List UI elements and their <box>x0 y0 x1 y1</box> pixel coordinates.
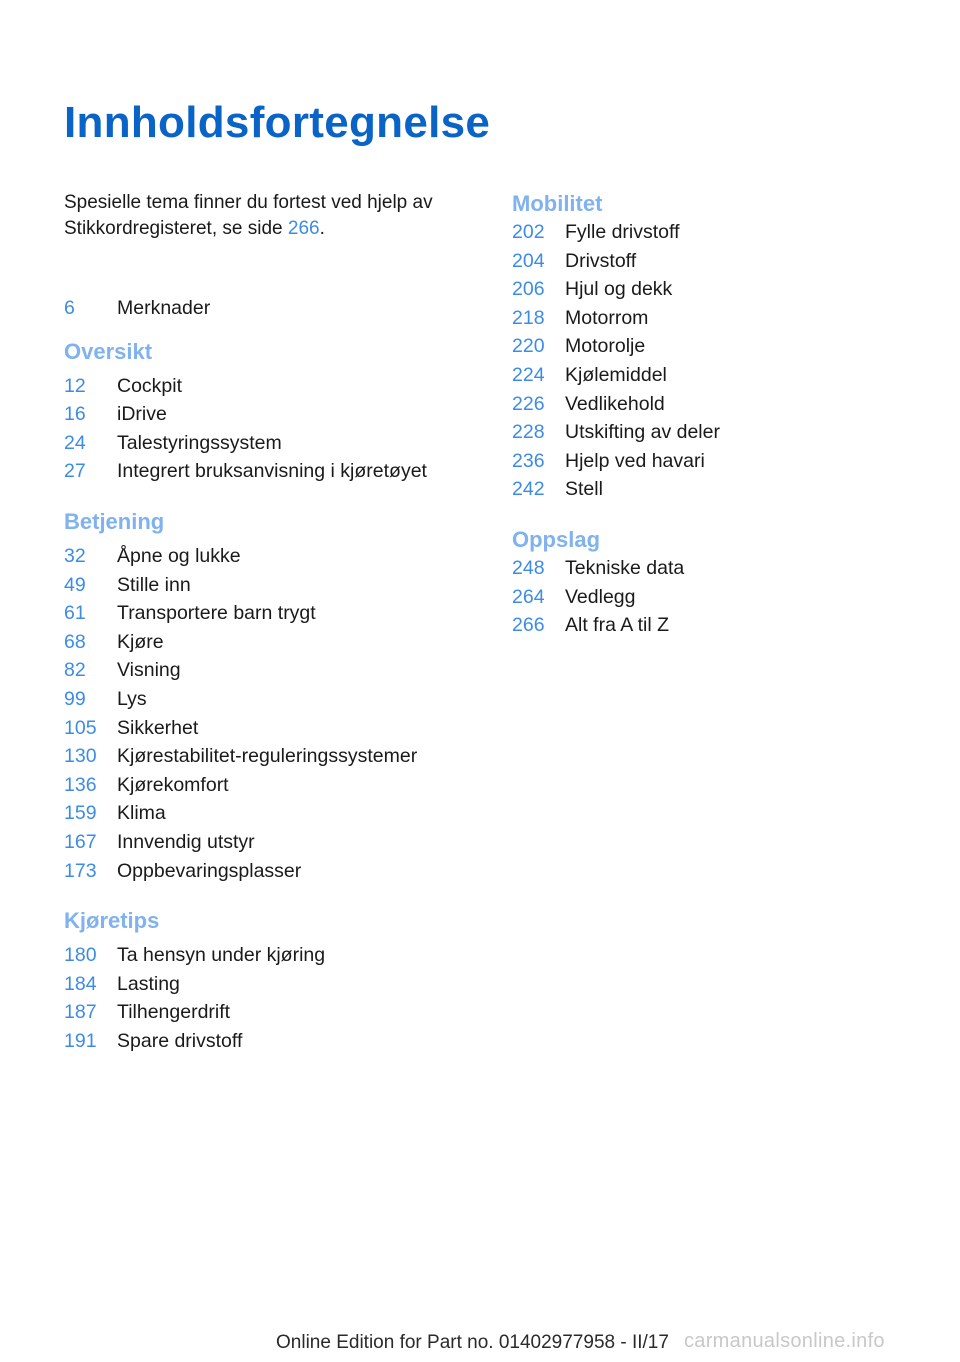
toc-entry[interactable] <box>64 457 427 485</box>
toc-page-number[interactable]: 242 <box>512 477 545 500</box>
toc-entry[interactable] <box>512 390 665 418</box>
toc-page-number[interactable]: 264 <box>512 585 545 608</box>
toc-page-number[interactable]: 206 <box>512 277 545 300</box>
toc-page-number[interactable]: 16 <box>64 402 86 425</box>
toc-page-number[interactable]: 61 <box>64 601 86 624</box>
toc-page-number[interactable]: 105 <box>64 716 97 739</box>
toc-page-number[interactable]: 180 <box>64 943 97 966</box>
toc-page-number[interactable]: 191 <box>64 1029 97 1052</box>
toc-page-number[interactable]: 266 <box>512 613 545 636</box>
toc-entry[interactable] <box>512 475 603 503</box>
toc-entry[interactable] <box>512 583 636 611</box>
toc-page-number[interactable]: 236 <box>512 449 545 472</box>
section-heading: Oppslag <box>512 527 601 552</box>
toc-entry[interactable] <box>64 656 181 684</box>
intro-text <box>64 190 474 242</box>
toc-entry[interactable] <box>64 542 241 570</box>
toc-page-number[interactable]: 99 <box>64 687 86 710</box>
toc-entry[interactable] <box>64 429 282 457</box>
toc-page-number[interactable]: 226 <box>512 392 545 415</box>
toc-entry-label[interactable]: Motorolje <box>565 334 646 357</box>
toc-entry[interactable] <box>512 247 636 275</box>
toc-page-number[interactable]: 173 <box>64 859 97 882</box>
toc-entry-label[interactable]: Ta hensyn under kjøring <box>117 943 326 966</box>
toc-entry[interactable] <box>64 294 210 322</box>
toc-page-number[interactable]: 27 <box>64 459 86 482</box>
toc-page-number[interactable]: 167 <box>64 830 97 853</box>
toc-entry-label[interactable]: Vedlegg <box>565 585 636 608</box>
toc-page-number[interactable]: 32 <box>64 544 86 567</box>
toc-entry-label[interactable]: Fylle drivstoff <box>565 220 680 243</box>
toc-page-number[interactable]: 204 <box>512 249 545 272</box>
toc-entry[interactable] <box>64 628 164 656</box>
toc-entry-label[interactable]: Tekniske data <box>565 556 685 579</box>
toc-page-number[interactable]: 184 <box>64 972 97 995</box>
toc-entry-label[interactable]: Kjøre <box>117 630 164 653</box>
toc-page-number[interactable]: 24 <box>64 431 86 454</box>
toc-entry-label[interactable]: Lasting <box>117 972 180 995</box>
watermark: carmanualsonline.info <box>684 1330 885 1352</box>
toc-entry-label[interactable]: Innvendig utstyr <box>117 830 255 853</box>
toc-entry-label[interactable]: iDrive <box>117 402 167 425</box>
toc-entry-label[interactable]: Transportere barn trygt <box>117 601 316 624</box>
toc-entry[interactable] <box>512 554 684 582</box>
index-page-link[interactable]: 266 <box>287 218 320 239</box>
toc-entry-label[interactable]: Kjørekomfort <box>117 773 229 796</box>
toc-entry[interactable] <box>64 828 255 856</box>
intro-period: . <box>319 218 325 239</box>
toc-entry-label[interactable]: Cockpit <box>117 374 183 397</box>
intro-sentence: Spesielle tema finner du fortest ved hjelp av Stikkordregisteret, se side <box>64 192 433 239</box>
toc-entry[interactable] <box>512 218 680 246</box>
toc-entry[interactable] <box>64 685 147 713</box>
toc-entry[interactable] <box>64 571 191 599</box>
toc-entry-label[interactable]: Vedlikehold <box>565 392 665 415</box>
toc-entry[interactable] <box>64 799 166 827</box>
toc-entry-label[interactable]: Alt fra A til Z <box>565 613 670 636</box>
toc-entry[interactable] <box>64 970 180 998</box>
toc-entry-label[interactable]: Stille inn <box>117 573 191 596</box>
toc-page-number[interactable]: 218 <box>512 306 545 329</box>
toc-entry[interactable] <box>64 372 182 400</box>
toc-page-number[interactable]: 12 <box>64 374 86 397</box>
toc-entry[interactable] <box>64 1027 242 1055</box>
toc-page-number[interactable]: 49 <box>64 573 86 596</box>
toc-entry[interactable] <box>64 400 167 428</box>
toc-entry-label[interactable]: Hjelp ved havari <box>565 449 705 472</box>
section-heading: Mobilitet <box>512 191 603 216</box>
toc-entry[interactable] <box>512 611 669 639</box>
toc-entry-label[interactable]: Integrert bruksanvisning i kjøretøyet <box>117 459 427 482</box>
toc-entry[interactable] <box>64 941 325 969</box>
toc-entry-label[interactable]: Oppbevaringsplasser <box>117 859 302 882</box>
toc-entry[interactable] <box>64 998 230 1026</box>
toc-entry-label[interactable]: Motorrom <box>565 306 649 329</box>
toc-entry[interactable] <box>512 332 645 360</box>
page-title: Innholdsfortegnelse <box>64 98 491 147</box>
toc-entry-label[interactable]: Sikkerhet <box>117 716 199 739</box>
toc-entry-label[interactable]: Klima <box>117 801 166 824</box>
toc-entry-label[interactable]: Kjølemiddel <box>565 363 667 386</box>
toc-page-number[interactable]: 224 <box>512 363 545 386</box>
toc-page-number[interactable]: 248 <box>512 556 545 579</box>
toc-entry[interactable] <box>64 599 316 627</box>
toc-page-number[interactable]: 187 <box>64 1000 97 1023</box>
section-heading: Betjening <box>64 509 165 534</box>
toc-entry[interactable] <box>512 447 705 475</box>
toc-page-number[interactable]: 220 <box>512 334 545 357</box>
toc-entry-label[interactable]: Tilhengerdrift <box>117 1000 231 1023</box>
toc-entry[interactable] <box>64 714 198 742</box>
toc-entry[interactable] <box>512 361 667 389</box>
toc-entry-label[interactable]: Drivstoff <box>565 249 637 272</box>
toc-page-number[interactable]: 202 <box>512 220 545 243</box>
toc-page-number[interactable]: 130 <box>64 744 97 767</box>
toc-entry-label[interactable]: Åpne og lukke <box>117 544 241 567</box>
section-heading: Oversikt <box>64 338 153 364</box>
toc-entry[interactable] <box>512 418 720 446</box>
toc-entry-label[interactable]: Lys <box>117 687 147 710</box>
toc-entry-label[interactable]: Visning <box>117 658 181 681</box>
toc-entry-label[interactable]: Talestyringssystem <box>117 431 282 454</box>
toc-page-number[interactable]: 228 <box>512 420 545 443</box>
toc-entry-label[interactable]: Stell <box>565 477 603 500</box>
toc-entry-label[interactable]: Hjul og dekk <box>565 277 673 300</box>
toc-page-number[interactable]: 136 <box>64 773 97 796</box>
toc-entry[interactable] <box>64 857 301 885</box>
toc-page-number[interactable]: 159 <box>64 801 97 824</box>
toc-entry[interactable] <box>64 771 229 799</box>
toc-entry-label[interactable]: Spare drivstoff <box>117 1029 243 1052</box>
toc-entry[interactable] <box>64 742 417 770</box>
footer-edition: Online Edition for Part no. 01402977958 - II/17 <box>276 1332 669 1353</box>
toc-page-number[interactable]: 68 <box>64 630 86 653</box>
toc-entry[interactable] <box>512 304 648 332</box>
toc-entry-label[interactable]: Kjørestabilitet-reguleringssystemer <box>117 744 418 767</box>
toc-entry-label[interactable]: Utskifting av deler <box>565 420 720 443</box>
toc-entry-label[interactable]: Merknader <box>117 296 211 319</box>
toc-entry[interactable] <box>512 275 672 303</box>
toc-page-number[interactable]: 6 <box>64 296 75 319</box>
toc-page-number[interactable]: 82 <box>64 658 86 681</box>
section-heading: Kjøretips <box>64 908 160 934</box>
